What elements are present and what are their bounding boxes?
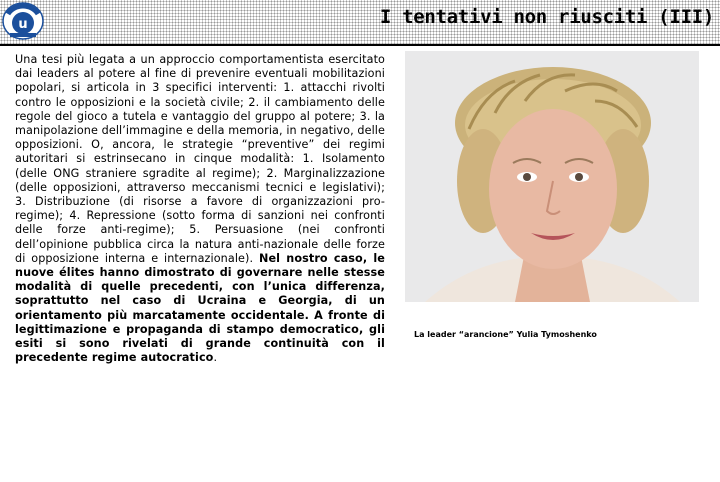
body-text-bold: Nel nostro caso, le nuove élites hanno dimostrato di governare nelle stesse modalità di quelle precedenti, con l’unica differenza, soprattutto nel caso di Ucraina e Georgia, di un orientamento più marcatamente occidentale. A fronte di legittimazione e propaganda di stampo democratico, gli esiti si sono rivelati di grande continuità con il precedente regime autocratico [15,251,385,365]
page-title: I tentativi non riusciti (III) [379,6,714,28]
body-text-regular: Una tesi più legata a un approccio comportamentista esercitato dai leaders al potere al fine di prevenire eventuali mobilitazioni popolari, si articola in 3 specifici interventi: 1. attacchi rivolti contro le opposizioni e la società civile; 2. il cambiamento delle regole del gioco a tutela e vantaggio del gruppo al potere; 3. la manipolazione dell’immagine e della memoria, in negativo, delle opposizioni. O, ancora, le strategie “preventive” dei regimi autoritari si estrinsecano in cinque modalità: 1. Isolamento (delle ONG straniere sgradite al regime); 2. Marginalizzazione (delle opposizioni, attraverso meccanismi tecnici e legislativi); 3. Distribuzione (di risorse a favore di organizzazioni pro-regime); 4. Repressione (sotto forma di sanzioni nei confronti delle forze anti-regime); 5. Persuasione (nei confronti dell’opinione pubblica circa la natura anti-nazionale delle forze di opposizione interna e internazionale). [15,53,385,265]
header-divider [0,44,720,46]
body-text-end: . [213,351,218,365]
svg-text:u: u [18,17,28,32]
portrait-illustration-icon [405,51,699,302]
header-bar [0,0,720,46]
university-logo-icon [2,2,44,40]
portrait-photo [405,51,699,302]
body-paragraph [15,53,385,365]
photo-caption: La leader “arancione” Yulia Tymoshenko [414,330,597,339]
